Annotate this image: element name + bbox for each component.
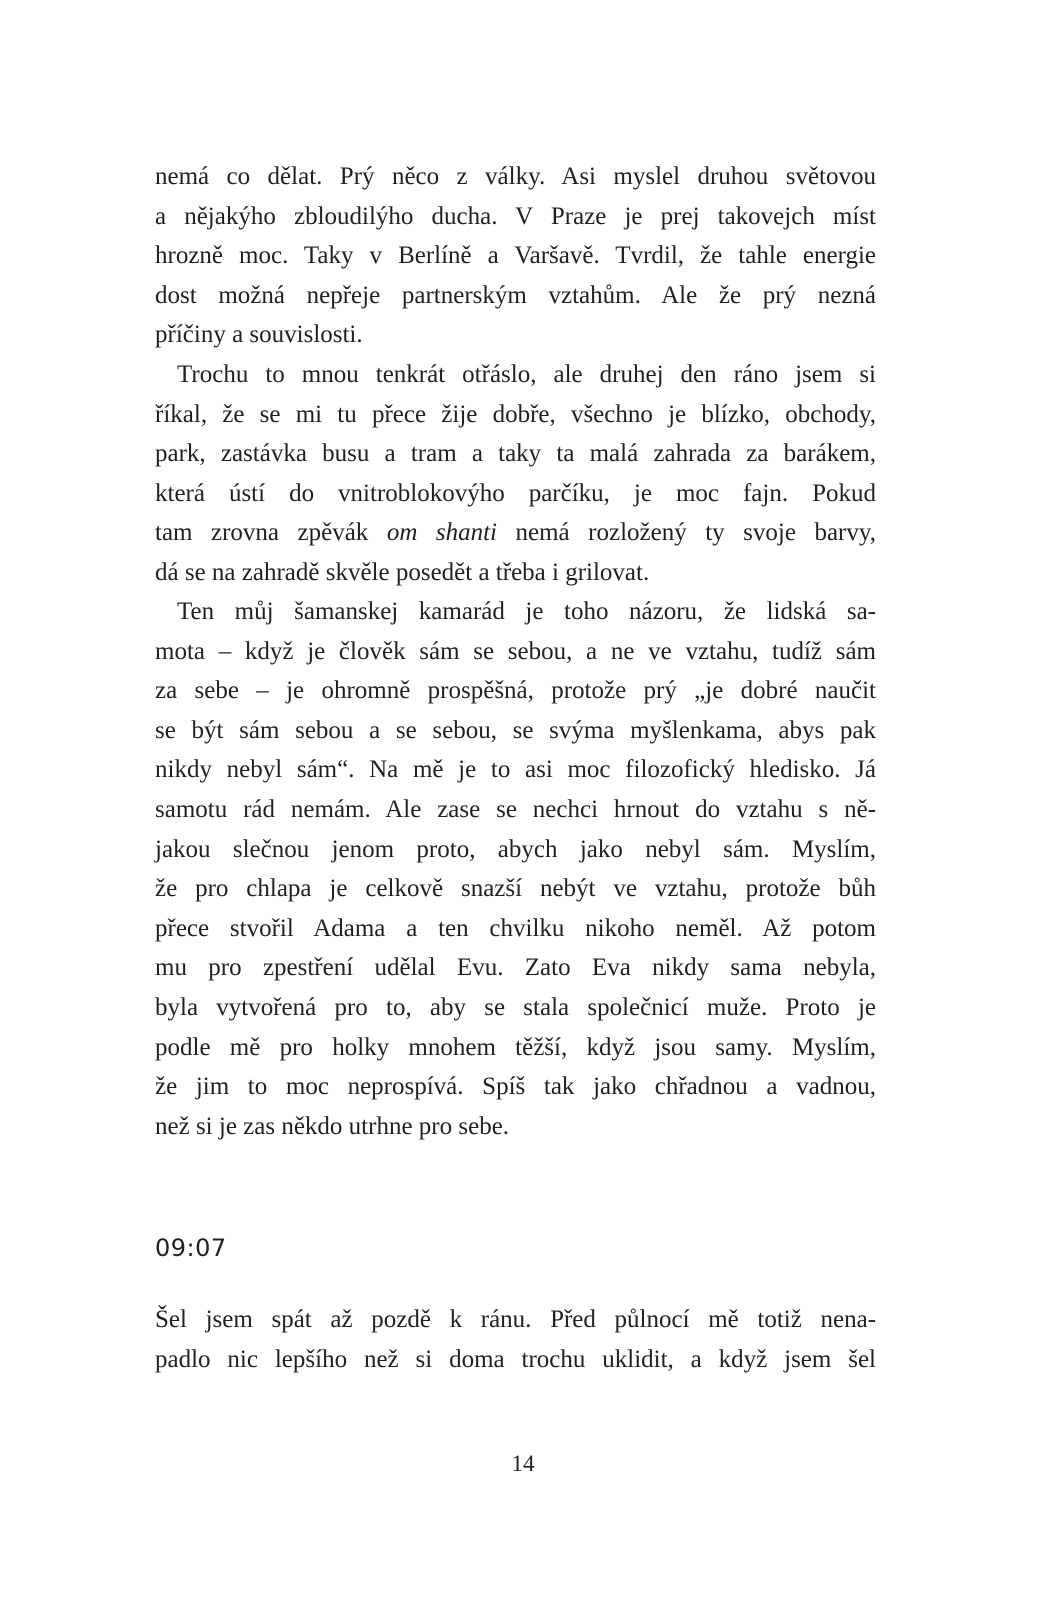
text-line: byla vytvořená pro to, aby se stala společnicí muže. Proto je bbox=[155, 993, 876, 1021]
text-line: mota – když je člověk sám se sebou, a ne ve vztahu, tudíž sám bbox=[155, 637, 876, 665]
text-line: než si je zas někdo utrhne pro sebe. bbox=[155, 1112, 510, 1140]
paragraph-continued bbox=[155, 157, 876, 355]
page-number: 14 bbox=[511, 1451, 535, 1476]
text-segment: tam zrovna zpěvák bbox=[155, 519, 387, 547]
text-line: jakou slečnou jenom proto, abych jako nebyl sám. Myslím, bbox=[155, 835, 876, 863]
text-line: příčiny a souvislosti. bbox=[155, 321, 363, 349]
text-line: nikdy nebyl sám“. Na mě je to asi moc filozofický hledisko. Já bbox=[155, 756, 876, 784]
paragraph-sel bbox=[155, 1300, 876, 1379]
paragraph-saman bbox=[155, 592, 876, 1146]
text-line: dá se na zahradě skvěle posedět a třeba i grilovat. bbox=[155, 558, 650, 586]
text-line: Šel jsem spát až pozdě k ránu. Před půlnocí mě totiž nena- bbox=[155, 1306, 876, 1333]
text-line: se být sám sebou a se sebou, se svýma myšlenkama, abys pak bbox=[155, 716, 876, 744]
text-segment: nemá rozložený ty svoje barvy, bbox=[497, 519, 876, 547]
text-line: přece stvořil Adama a ten chvilku nikoho neměl. Až potom bbox=[155, 914, 876, 942]
text-line: Ten můj šamanskej kamarád je toho názoru, že lidská sa- bbox=[177, 598, 876, 625]
text-line bbox=[155, 513, 876, 553]
text-line: mu pro zpestření udělal Evu. Zato Eva nikdy sama nebyla, bbox=[155, 954, 876, 982]
text-line: hrozně moc. Taky v Berlíně a Varšavě. Tvrdil, že tahle energie bbox=[155, 242, 876, 270]
text-line: která ústí do vnitroblokovýho parčíku, je moc fajn. Pokud bbox=[155, 479, 876, 507]
text-line: park, zastávka busu a tram a taky ta malá zahrada za barákem, bbox=[155, 440, 876, 468]
time-heading: 09:07 bbox=[155, 1234, 227, 1262]
text-line: že pro chlapa je celkově snazší nebýt ve vztahu, protože bůh bbox=[155, 875, 876, 903]
text-line: dost možná nepřeje partnerským vztahům. Ale že prý nezná bbox=[155, 281, 876, 309]
italic-phrase: om shanti bbox=[386, 519, 497, 547]
text-line: nemá co dělat. Prý něco z války. Asi myslel druhou světovou bbox=[155, 163, 876, 190]
text-line: a nějakýho zbloudilýho ducha. V Praze je prej takovejch míst bbox=[155, 202, 876, 230]
text-line: padlo nic lepšího než si doma trochu uklidit, a když jsem šel bbox=[155, 1345, 876, 1373]
paragraph-trochu bbox=[155, 355, 876, 593]
text-line: říkal, že se mi tu přece žije dobře, všechno je blízko, obchody, bbox=[155, 400, 876, 428]
text-line: samotu rád nemám. Ale zase se nechci hrnout do vztahu s ně- bbox=[155, 795, 876, 823]
text-line: Trochu to mnou tenkrát otřáslo, ale druhej den ráno jsem si bbox=[177, 361, 876, 388]
text-line: za sebe – je ohromně prospěšná, protože prý „je dobré naučit bbox=[155, 677, 876, 705]
text-line: podle mě pro holky mnohem těžší, když jsou samy. Myslím, bbox=[155, 1033, 876, 1061]
text-line: že jim to moc neprospívá. Spíš tak jako chřadnou a vadnou, bbox=[155, 1073, 876, 1101]
